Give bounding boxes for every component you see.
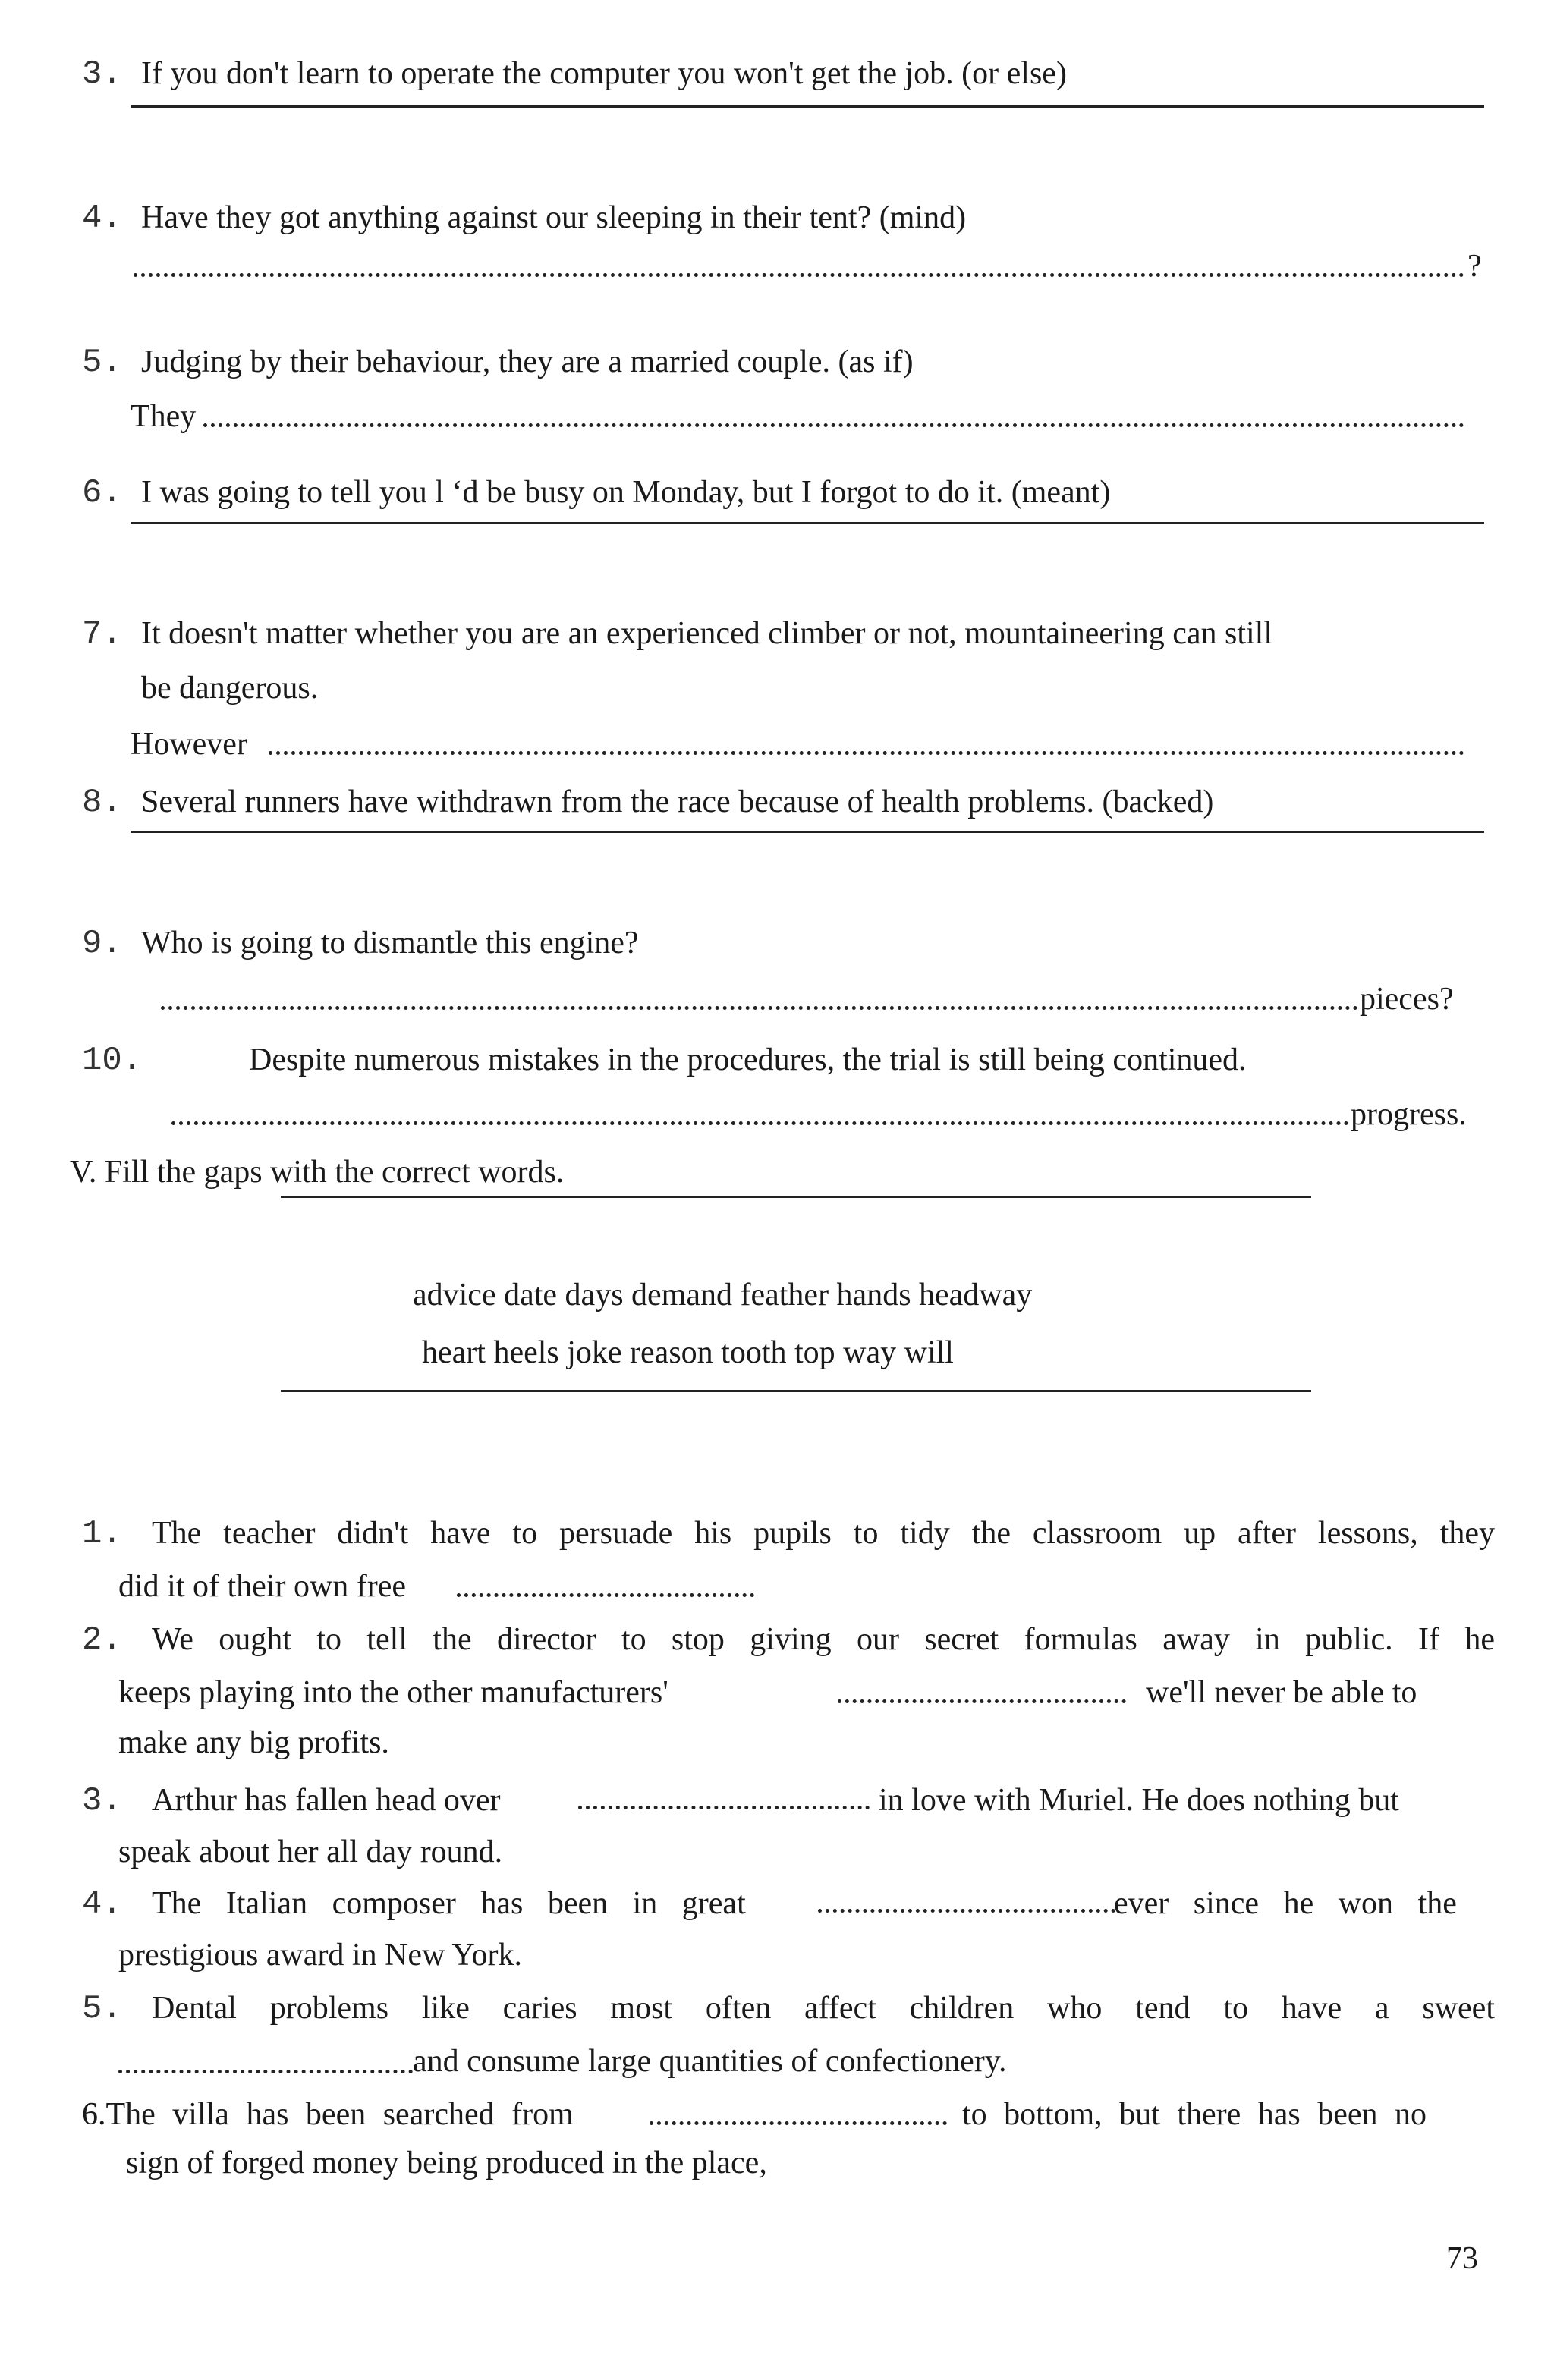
answer-end-text: ?: [1467, 249, 1482, 284]
gap-dotted-line[interactable]: [118, 2070, 413, 2073]
exercise-prompt-continued: be dangerous.: [141, 671, 319, 706]
answer-dotted-line[interactable]: [134, 273, 1464, 277]
answer-dotted-line[interactable]: [171, 1121, 1349, 1125]
item-number: 5.: [82, 1990, 122, 2028]
exercise-prompt: It doesn't matter whether you are an experienced climber or not, mountaineering can still: [141, 616, 1273, 651]
answer-dotted-line[interactable]: [269, 751, 1464, 755]
answer-end-text: progress.: [1351, 1097, 1467, 1132]
word-box-top-rule: [281, 1196, 1311, 1198]
exercise-sentence-continued: speak about her all day round.: [118, 1835, 503, 1869]
exercise-sentence-continued: make any big profits.: [118, 1725, 389, 1760]
exercise-sentence-continued: sign of forged money being produced in the place,: [126, 2146, 767, 2180]
section-heading: V. Fill the gaps with the correct words.: [70, 1155, 565, 1190]
gap-dotted-line[interactable]: [818, 1909, 1115, 1913]
word-box-line: advice date days demand feather hands headway: [413, 1278, 1033, 1313]
word-box-bottom-rule: [281, 1390, 1311, 1392]
item-number: 5.: [82, 344, 122, 382]
page-number: 73: [1446, 2241, 1478, 2276]
exercise-prompt: I was going to tell you l ‘d be busy on Monday, but I forgot to do it. (meant): [141, 475, 1111, 510]
item-number: 4.: [82, 200, 122, 237]
exercise-sentence: in love with Muriel. He does nothing but: [879, 1783, 1399, 1818]
gap-dotted-line[interactable]: [457, 1593, 754, 1597]
exercise-sentence-continued: we'll never be able to: [1146, 1675, 1417, 1710]
item-number: 10.: [82, 1042, 143, 1080]
answer-line[interactable]: [131, 831, 1484, 833]
answer-line[interactable]: [131, 105, 1484, 108]
exercise-sentence: 6.The villa has been searched from: [82, 2097, 574, 2132]
exercise-sentence-continued: and consume large quantities of confectionery.: [413, 2044, 1007, 2079]
exercise-prompt: Who is going to dismantle this engine?: [141, 926, 639, 960]
exercise-sentence-continued: keeps playing into the other manufacturers': [118, 1675, 668, 1710]
exercise-prompt: Several runners have withdrawn from the race because of health problems. (backed): [141, 784, 1214, 819]
answer-end-text: pieces?: [1360, 982, 1454, 1017]
exercise-sentence-continued: did it of their own free: [118, 1569, 407, 1604]
answer-start-text: They: [131, 399, 197, 434]
item-number: 3.: [82, 1782, 122, 1820]
item-number: 6.: [82, 474, 122, 512]
gap-dotted-line[interactable]: [578, 1806, 870, 1809]
exercise-sentence: ever since he won the: [1114, 1886, 1457, 1921]
item-number: 9.: [82, 925, 122, 963]
item-number: 3.: [82, 55, 122, 93]
exercise-sentence: to bottom, but there has been no: [962, 2097, 1427, 2132]
answer-dotted-line[interactable]: [161, 1006, 1358, 1010]
exercise-sentence: We ought to tell the director to stop giving our secret formulas away in public. If he: [152, 1622, 1495, 1657]
exercise-sentence: Arthur has fallen head over: [152, 1783, 501, 1818]
answer-line[interactable]: [131, 522, 1484, 524]
exercise-sentence: The teacher didn't have to persuade his pupils to tidy the classroom up after lessons, they: [152, 1516, 1495, 1551]
gap-dotted-line[interactable]: [650, 2121, 947, 2125]
item-number: 2.: [82, 1621, 122, 1659]
item-number: 8.: [82, 784, 122, 822]
gap-dotted-line[interactable]: [838, 1699, 1126, 1703]
item-number: 4.: [82, 1885, 122, 1923]
exercise-prompt: Have they got anything against our sleeping in their tent? (mind): [141, 200, 967, 235]
exercise-sentence-continued: prestigious award in New York.: [118, 1938, 522, 1973]
exercise-prompt: Judging by their behaviour, they are a married couple. (as if): [141, 344, 914, 379]
word-box-line: heart heels joke reason tooth top way will: [422, 1335, 954, 1370]
exercise-prompt: Despite numerous mistakes in the procedures, the trial is still being continued.: [249, 1042, 1247, 1077]
answer-start-text: However: [131, 727, 247, 762]
answer-dotted-line[interactable]: [203, 423, 1464, 427]
item-number: 1.: [82, 1515, 122, 1553]
item-number: 7.: [82, 615, 122, 653]
exercise-prompt: If you don't learn to operate the computer you won't get the job. (or else): [141, 56, 1067, 91]
exercise-sentence: The Italian composer has been in great: [152, 1886, 746, 1921]
exercise-sentence: Dental problems like caries most often affect children who tend to have a sweet: [152, 1991, 1495, 2026]
